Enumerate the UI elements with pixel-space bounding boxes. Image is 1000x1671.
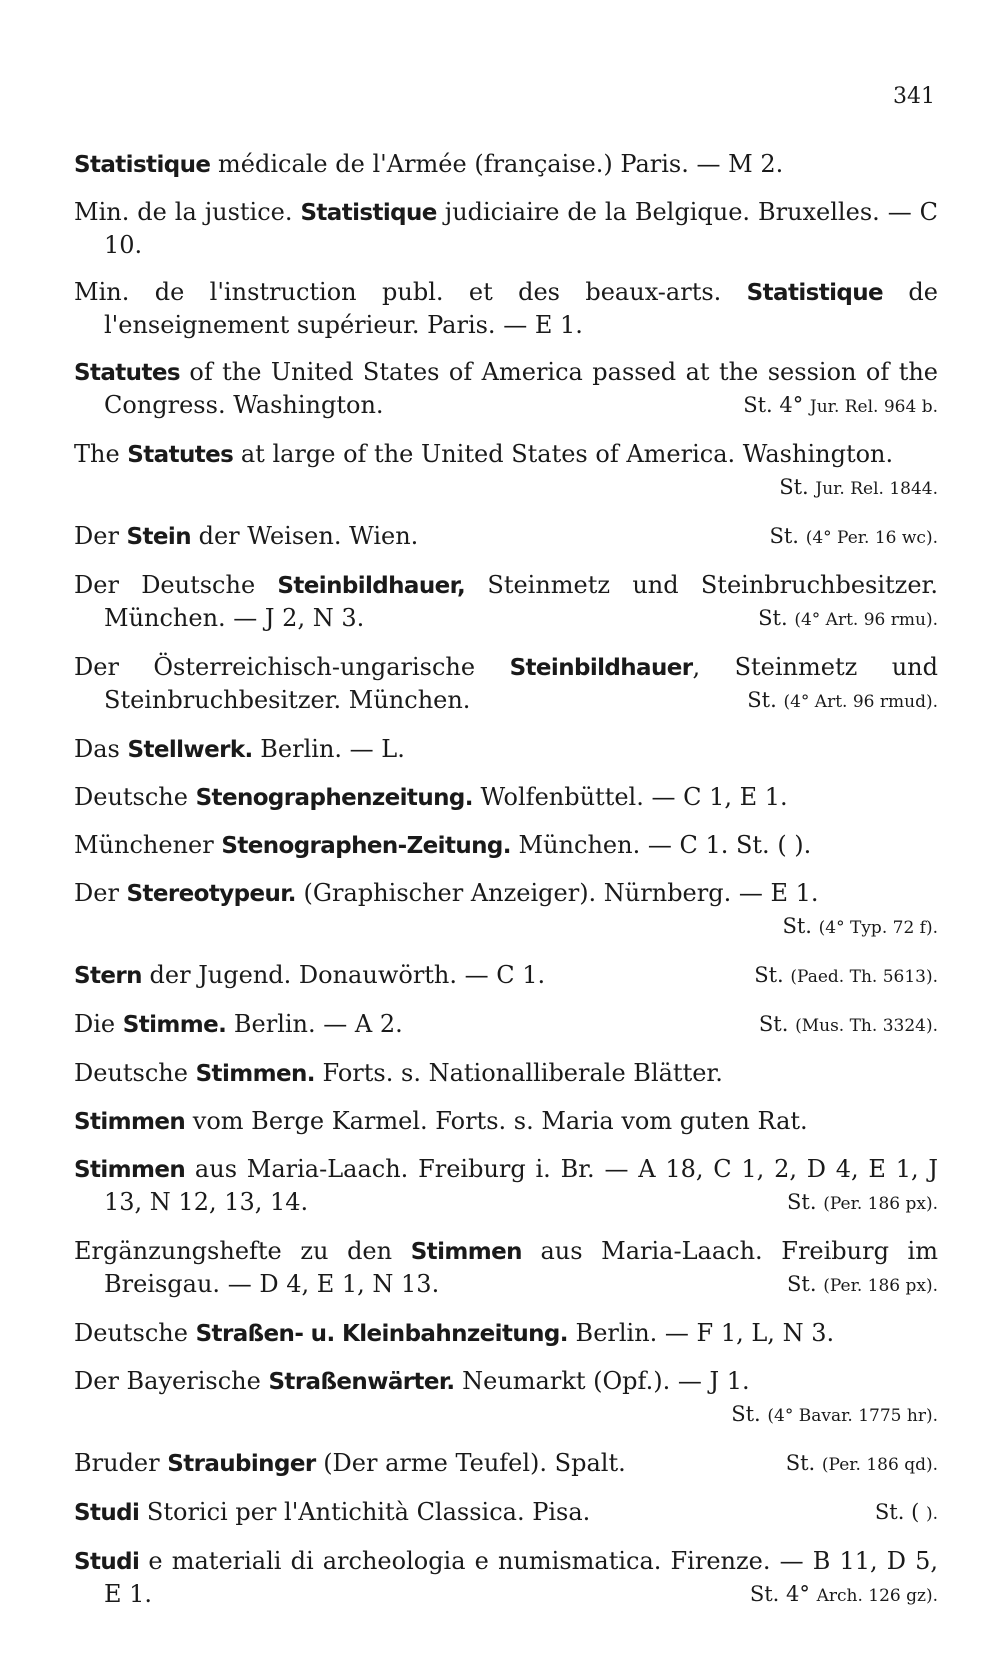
entry-text: Berlin. — L. (252, 735, 405, 763)
entry-keyword: Statutes (127, 442, 234, 468)
shelf-mark (747, 684, 938, 718)
shelf-mark (759, 1008, 938, 1042)
catalog-entry (74, 959, 938, 993)
entry-keyword: Stimmen (410, 1239, 522, 1265)
shelf-mark-detail: Jur. Rel. 964 b. (809, 397, 938, 417)
catalog-entry (74, 829, 938, 862)
catalog-entry (74, 356, 938, 423)
entry-prefix: Der (74, 879, 127, 907)
entry-text: vom Berge Karmel. Forts. s. Maria vom guten Rat. (185, 1107, 808, 1135)
entry-prefix: Deutsche (74, 1059, 196, 1087)
entry-prefix: Deutsche (74, 783, 196, 811)
entry-text: Storici per l'Antichità Classica. Pisa. (139, 1498, 591, 1526)
shelf-mark-detail: Jur. Rel. 1844. (815, 479, 938, 499)
entry-text: der Jugend. Donauwörth. — C 1. (141, 961, 546, 989)
catalog-entry (74, 651, 938, 718)
shelf-mark-st: St. (758, 606, 788, 630)
shelf-mark-st: St. (782, 914, 812, 938)
entry-text: Wolfenbüttel. — C 1, E 1. (472, 783, 788, 811)
catalog-entry (74, 1008, 938, 1042)
catalog-entry (74, 1317, 938, 1350)
entry-text: München. — C 1. St. ( ). (510, 831, 812, 859)
shelf-mark-detail: (4° Typ. 72 f). (818, 918, 938, 938)
entry-text: (Graphischer Anzeiger). Nürnberg. — E 1. (295, 879, 819, 907)
catalog-entry (74, 569, 938, 636)
shelf-mark (743, 389, 938, 423)
shelf-mark (787, 1186, 938, 1220)
shelf-mark-st: St. (787, 1272, 817, 1296)
catalog-entry (74, 276, 938, 341)
entry-text: Berlin. — F 1, L, N 3. (567, 1319, 835, 1347)
entry-prefix: Das (74, 735, 128, 763)
catalog-entries (74, 148, 938, 1627)
catalog-entry (74, 1235, 938, 1302)
entry-keyword: Stimmen (74, 1157, 186, 1183)
shelf-mark (875, 1496, 938, 1530)
entry-keyword: Stereotypeur. (126, 881, 296, 907)
shelf-mark-detail: (4° Per. 16 wc). (805, 528, 938, 548)
entry-text: Neumarkt (Opf.). — J 1. (454, 1367, 750, 1395)
shelf-mark (750, 1578, 938, 1612)
shelf-mark-st: St. (754, 963, 784, 987)
entry-prefix: Der Bayerische (74, 1367, 269, 1395)
shelf-mark (754, 959, 938, 993)
entry-prefix: Deutsche (74, 1319, 196, 1347)
page-number: 341 (893, 84, 935, 109)
catalog-entry (74, 1105, 938, 1138)
entry-text: of the United States of America passed at the session of the Congress. Washington. (104, 358, 938, 419)
entry-keyword: Stimme. (122, 1012, 227, 1038)
entry-keyword: Statistique (300, 200, 437, 226)
entry-keyword: Stellwerk. (127, 737, 253, 763)
shelf-mark (769, 520, 938, 554)
shelf-mark (758, 602, 938, 636)
shelf-mark-st: St. (787, 1190, 817, 1214)
shelf-mark (787, 1268, 938, 1302)
entry-prefix: Min. de la justice. (74, 198, 301, 226)
shelf-mark-detail: (Per. 186 qd). (821, 1455, 938, 1475)
shelf-mark-detail: (Mus. Th. 3324). (795, 1016, 938, 1036)
entry-prefix: Der Deutsche (74, 571, 278, 599)
shelf-mark-detail: (4° Art. 96 rmu). (794, 610, 938, 630)
entry-keyword: Stenographen-Zeitung. (221, 833, 511, 859)
entry-prefix: Ergänzungshefte zu den (74, 1237, 411, 1265)
shelf-mark-st: St. ( (874, 1500, 920, 1524)
entry-keyword: Stern (74, 963, 142, 989)
entry-keyword: Straßenwärter. (268, 1369, 455, 1395)
shelf-mark-st: St. (731, 1402, 761, 1426)
shelf-mark-detail: (4° Bavar. 1775 hr). (767, 1406, 938, 1426)
catalog-entry (74, 877, 938, 944)
shelf-mark-st: St. (769, 524, 799, 548)
entry-keyword: Stimmen. (195, 1061, 315, 1087)
shelf-mark-st: St. 4° (743, 393, 804, 417)
shelf-mark (779, 471, 938, 505)
entry-keyword: Statutes (74, 360, 180, 386)
shelf-mark-st: St. (758, 1012, 789, 1036)
entry-keyword: Stimmen (74, 1109, 186, 1135)
entry-keyword: Steinbildhauer, (277, 573, 466, 599)
entry-prefix: Bruder (74, 1449, 168, 1477)
catalog-entry (74, 1057, 938, 1090)
entry-text: der Weisen. Wien. (190, 522, 419, 550)
entry-keyword: Straßen- u. Kleinbahnzeitung. (195, 1321, 568, 1347)
shelf-mark-st: St. (747, 688, 777, 712)
entry-prefix: Min. de l'instruction publ. et des beaux-arts. (74, 278, 747, 306)
shelf-mark-st: St. (779, 475, 809, 499)
catalog-entry (74, 1545, 938, 1612)
shelf-mark-detail: (4° Art. 96 rmud). (783, 692, 938, 712)
entry-text: , Steinmetz und Steinbruchbesitzer. München. (104, 653, 938, 714)
entry-prefix: Münchener (74, 831, 222, 859)
entry-prefix: The (74, 440, 128, 468)
entry-prefix: Der Österreichisch-ungarische (74, 653, 510, 681)
entry-prefix: Der (74, 522, 127, 550)
shelf-mark-detail: ). (925, 1504, 938, 1524)
shelf-mark (731, 1398, 938, 1432)
shelf-mark-st: St. 4° (749, 1582, 810, 1606)
entry-keyword: Stenographenzeitung. (195, 785, 473, 811)
shelf-mark-detail: Arch. 126 gz). (816, 1586, 938, 1606)
catalog-entry (74, 520, 938, 554)
shelf-mark-detail: (Per. 186 px). (823, 1276, 938, 1296)
entry-keyword: Studi (74, 1549, 140, 1575)
entry-text: at large of the United States of America. Washington. (233, 440, 894, 468)
entry-text: (Der arme Teufel). Spalt. (315, 1449, 626, 1477)
entry-text: Berlin. — A 2. (226, 1010, 403, 1038)
shelf-mark-detail: (Per. 186 px). (823, 1194, 938, 1214)
shelf-mark (782, 910, 938, 944)
catalog-entry (74, 1365, 938, 1432)
catalog-entry (74, 438, 938, 505)
entry-text: aus Maria-Laach. Freiburg im Breisgau. — D 4, E 1, N 13. (104, 1237, 938, 1298)
entry-text: médicale de l'Armée (française.) Paris. — M 2. (210, 150, 784, 178)
entry-keyword: Statistique (746, 280, 884, 306)
entry-text: Forts. s. Nationalliberale Blätter. (314, 1059, 723, 1087)
catalog-entry (74, 1447, 938, 1481)
entry-text: judiciaire de la Belgique. Bruxelles. — C 10. (104, 198, 938, 259)
entry-keyword: Straubinger (167, 1451, 316, 1477)
catalog-entry (74, 196, 938, 261)
entry-keyword: Steinbildhauer (509, 655, 693, 681)
entry-keyword: Studi (74, 1500, 140, 1526)
entry-text: aus Maria-Laach. Freiburg i. Br. — A 18, C 1, 2, D 4, E 1, J 13, N 12, 13, 14. (104, 1155, 938, 1216)
shelf-mark (786, 1447, 938, 1481)
entry-text: de l'enseignement supérieur. Paris. — E 1. (104, 278, 938, 339)
catalog-entry (74, 733, 938, 766)
entry-keyword: Statistique (74, 152, 211, 178)
shelf-mark-detail: (Paed. Th. 5613). (790, 967, 938, 987)
entry-text: e materiali di archeologia e numismatica. Firenze. — B 11, D 5, E 1. (104, 1547, 938, 1608)
catalog-entry (74, 781, 938, 814)
catalog-entry (74, 1153, 938, 1220)
shelf-mark-st: St. (785, 1451, 816, 1475)
entry-text: Steinmetz und Steinbruchbesitzer. München. — J 2, N 3. (104, 571, 938, 632)
catalog-entry (74, 1496, 938, 1530)
catalog-entry (74, 148, 938, 181)
entry-prefix: Die (74, 1010, 123, 1038)
entry-keyword: Stein (126, 524, 191, 550)
